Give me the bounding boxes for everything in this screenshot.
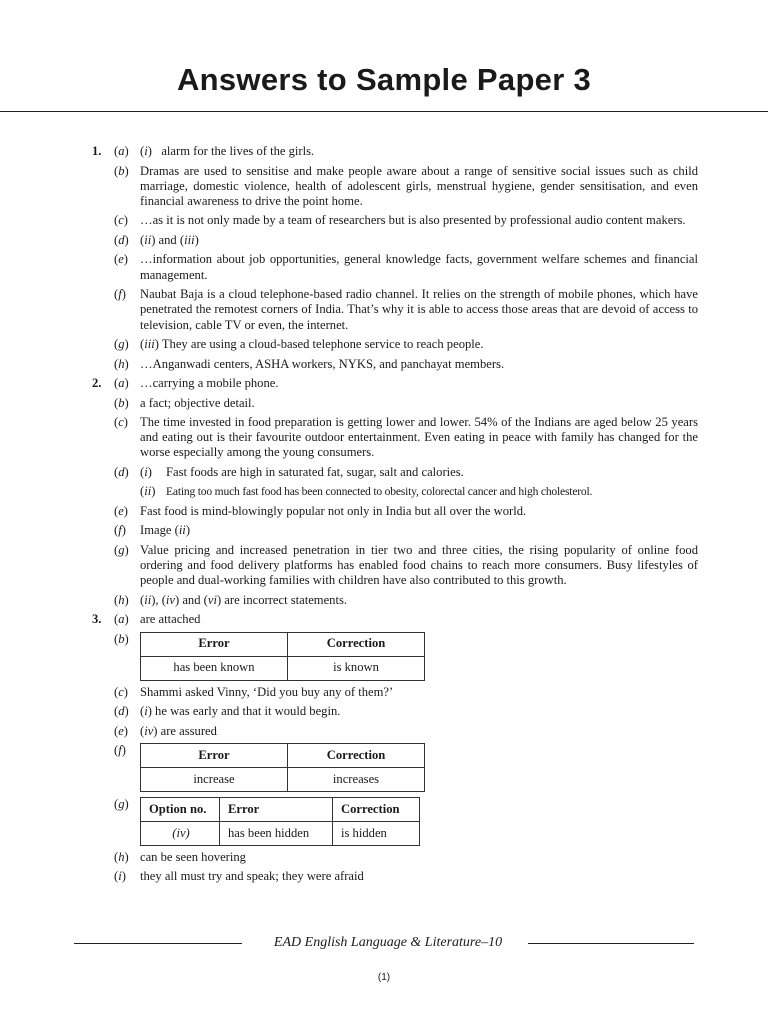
table-header: Correction bbox=[288, 744, 425, 768]
title-rule bbox=[0, 111, 768, 112]
answer-text: …carrying a mobile phone. bbox=[140, 376, 279, 391]
answer-text: …Anganwadi centers, ASHA workers, NYKS, and panchayat members. bbox=[140, 356, 505, 371]
answer-2c: (c) The time invested in food preparation is getting lower and lower. 54% of the Indians are aged below 25 years and eating out is their favourite outdoor entertainment. Even eating in peace with family has changed for the worse especially among the young consumers. bbox=[114, 415, 698, 460]
answer-3b: (b) Error Correction has been known is known bbox=[114, 632, 698, 681]
answer-2b: (b) a fact; objective detail. bbox=[114, 396, 698, 411]
question-3 bbox=[92, 612, 698, 885]
page-number: (1) bbox=[377, 972, 391, 983]
footer-title: EAD English Language & Literature–10 bbox=[273, 935, 503, 950]
answer-1g: (g) (iii) They are using a cloud-based telephone service to reach people. bbox=[114, 337, 484, 352]
table-header: Error bbox=[141, 744, 288, 768]
answer-text: a fact; objective detail. bbox=[140, 395, 255, 410]
table-header: Error bbox=[220, 797, 333, 821]
answer-3d: (d) (i) he was early and that it would begin. bbox=[114, 704, 341, 719]
question-number: 1. bbox=[92, 144, 102, 158]
footer-rule-left bbox=[74, 943, 242, 944]
answer-1e: (e) …information about job opportunities, general knowledge facts, government welfare schemes and financial management. bbox=[114, 252, 698, 282]
answer-1b: (b) Dramas are used to sensitise and make people aware about a range of sensitive social issues such as child marriage, domestic violence, health of adolescent girls, menstrual hygiene, gender sensitisation, and even financial awareness to drive the point home. bbox=[114, 163, 698, 208]
answer-2h: (h) (ii), (iv) and (vi) are incorrect statements. bbox=[114, 592, 348, 607]
answer-1h: (h) …Anganwadi centers, ASHA workers, NYKS, and panchayat members. bbox=[114, 357, 698, 372]
answer-text: are attached bbox=[140, 612, 201, 627]
answer-text: alarm for the lives of the girls. bbox=[161, 144, 315, 158]
answer-text: …as it is not only made by a team of researchers but is also presented by professional audio content makers. bbox=[140, 213, 686, 228]
answer-1a: (a) (i) alarm for the lives of the girls. bbox=[114, 144, 315, 158]
answer-text: Dramas are used to sensitise and make people aware about a range of sensitive social issues such as child marriage, domestic violence, health of adolescent girls, menstrual hygiene, gender sensitisation, and even financial awareness to drive the point home. bbox=[140, 163, 698, 208]
table-header: Error bbox=[141, 632, 288, 656]
answer-text: They are using a cloud-based telephone service to reach people. bbox=[161, 337, 484, 352]
answer-3i: (i) they all must try and speak; they were afraid bbox=[114, 869, 698, 884]
question-1 bbox=[92, 144, 698, 372]
question-2 bbox=[92, 376, 698, 608]
answer-text: Fast foods are high in saturated fat, sugar, salt and calories. bbox=[166, 464, 464, 479]
answer-2g: (g) Value pricing and increased penetration in tier two and three cities, the rising popularity of online food ordering and food delivery platforms has enabled food chains to reach more consumers. Busy lifestyles of people and dual-working families with children have also contributed to this growth. bbox=[114, 542, 698, 588]
answer-2f: (f) Image (ii) bbox=[114, 523, 191, 538]
table-cell: has been hidden bbox=[220, 821, 333, 845]
answer-text: Eating too much fast food has been connected to obesity, colorectal cancer and high cholesterol. bbox=[166, 485, 593, 499]
answer-text: Value pricing and increased penetration in tier two and three cities, the rising popularity of online food ordering and food delivery platforms has enabled food chains to reach more consumers. Busy lifestyles of people and dual-working families with children have also contributed to this growth. bbox=[140, 542, 698, 588]
answer-text: he was early and that it would begin. bbox=[155, 704, 341, 719]
table-cell: is hidden bbox=[333, 821, 420, 845]
answers-content bbox=[92, 144, 698, 889]
table-cell: (iv) bbox=[141, 821, 220, 845]
table-header: Correction bbox=[288, 632, 425, 656]
table-header: Correction bbox=[333, 797, 420, 821]
answer-text: The time invested in food preparation is getting lower and lower. 54% of the Indians are aged below 25 years and eating out is their favourite outdoor entertainment. Even eating in peace with family has changed for the worse especially among the young consumers. bbox=[140, 415, 698, 460]
footer-rule-right bbox=[528, 943, 694, 944]
answer-1c: (c) …as it is not only made by a team of researchers but is also presented by professional audio content makers. bbox=[114, 213, 698, 228]
error-correction-table bbox=[140, 743, 425, 792]
answer-3c: (c) Shammi asked Vinny, ‘Did you buy any of them?’ bbox=[114, 685, 698, 700]
answer-3a: (a) are attached bbox=[114, 612, 698, 627]
error-correction-table bbox=[140, 632, 425, 681]
table-header: Option no. bbox=[141, 797, 220, 821]
page-title: Answers to Sample Paper 3 bbox=[176, 62, 592, 97]
answer-1d: (d) (ii) and (iii) bbox=[114, 232, 199, 247]
answer-2a: (a) …carrying a mobile phone. bbox=[114, 376, 698, 391]
question-number: 2. bbox=[92, 376, 102, 391]
option-error-correction-table bbox=[140, 797, 420, 846]
table-cell: increase bbox=[141, 768, 288, 792]
table-cell: increases bbox=[288, 768, 425, 792]
answer-3g: (g) Option no. Error Correction (iv) has been hidden is hidden bbox=[114, 797, 698, 846]
answer-3e: (e) (iv) are assured bbox=[114, 723, 217, 738]
table-cell: is known bbox=[288, 656, 425, 680]
answer-2d: (d) (i) Fast foods are high in saturated fat, sugar, salt and calories. (ii) Eating too much fast food has been connected to obesity, colorectal cancer and high cholesterol. bbox=[114, 464, 593, 499]
answer-text: can be seen hovering bbox=[140, 849, 246, 864]
question-number: 3. bbox=[92, 612, 102, 627]
answer-text: Shammi asked Vinny, ‘Did you buy any of them?’ bbox=[140, 684, 394, 699]
answer-text: Fast food is mind-blowingly popular not only in India but all over the world. bbox=[140, 503, 527, 518]
answer-2e: (e) Fast food is mind-blowingly popular not only in India but all over the world. bbox=[114, 504, 698, 519]
answer-1f: (f) Naubat Baja is a cloud telephone-based radio channel. It relies on the strength of mobile phones, which have penetrated the remotest corners of India. That’s why it is able to access those areas that are devoid of access to television, cable TV or even, the internet. bbox=[114, 287, 698, 332]
answer-3f: (f) Error Correction increase increases bbox=[114, 743, 698, 792]
answer-text: they all must try and speak; they were afraid bbox=[140, 869, 364, 884]
answer-3h: (h) can be seen hovering bbox=[114, 850, 698, 865]
answer-text: …information about job opportunities, general knowledge facts, government welfare schemes and financial management. bbox=[140, 252, 698, 282]
answer-text: Naubat Baja is a cloud telephone-based radio channel. It relies on the strength of mobile phones, which have penetrated the remotest corners of India. That’s why it is able to access those areas that are devoid of access to television, cable TV or even, the internet. bbox=[140, 287, 698, 332]
answer-text: are assured bbox=[160, 723, 217, 738]
table-cell: has been known bbox=[141, 656, 288, 680]
